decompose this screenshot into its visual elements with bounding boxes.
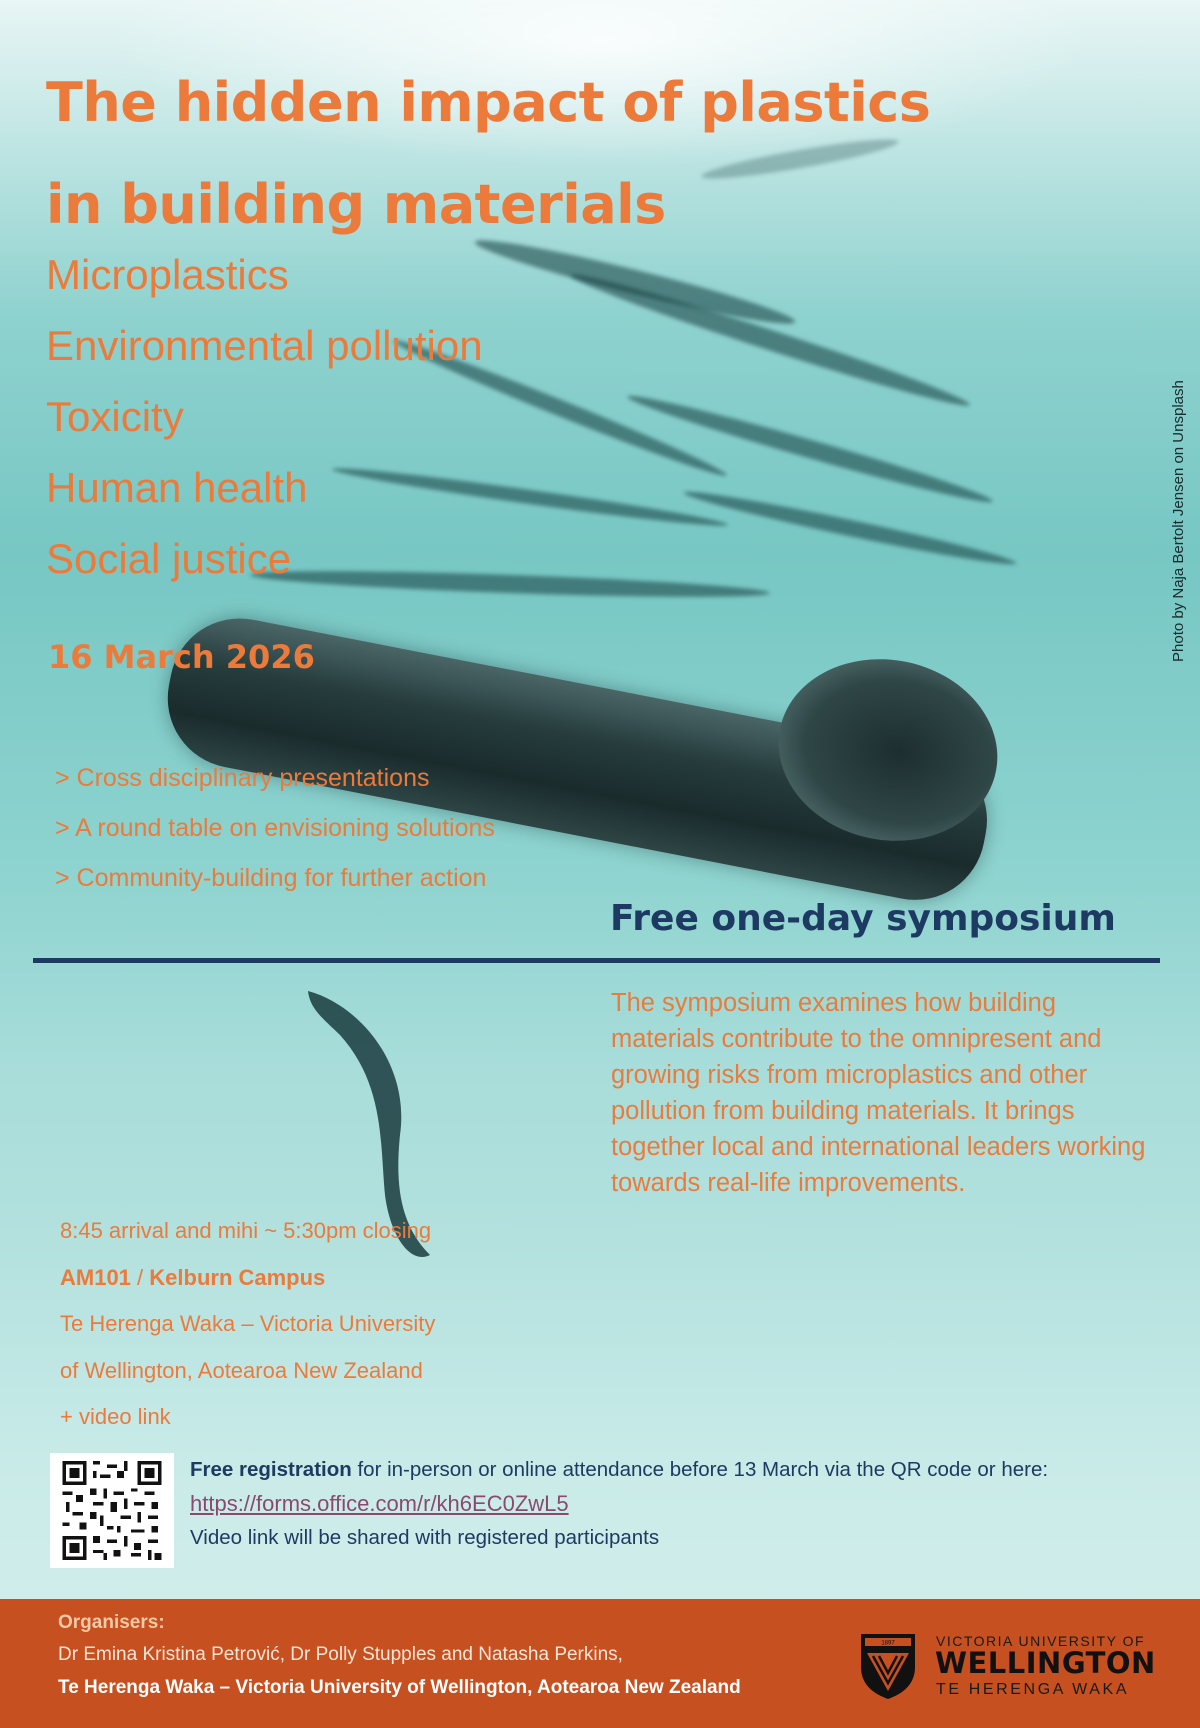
poster-title bbox=[46, 52, 1146, 256]
topic-item: Social justice bbox=[46, 535, 292, 582]
institution-line-1: Te Herenga Waka – Victoria University bbox=[60, 1311, 436, 1336]
feature-item: > Cross disciplinary presentations bbox=[55, 764, 430, 792]
organisers-institution: Te Herenga Waka – Victoria University of Wellington, Aotearoa New Zealand bbox=[58, 1677, 741, 1698]
location-separator: / bbox=[130, 1264, 150, 1290]
university-logo bbox=[858, 1631, 1158, 1701]
video-link-note: + video link bbox=[60, 1404, 171, 1429]
registration-line bbox=[190, 1455, 1170, 1489]
topic-item: Environmental pollution bbox=[46, 322, 483, 369]
photo-credit: Photo by Naja Bertolt Jensen on Unsplash bbox=[1170, 380, 1187, 662]
campus-name: Kelburn Campus bbox=[149, 1264, 326, 1290]
topic-item: Human health bbox=[46, 464, 308, 511]
registration-link[interactable]: https://forms.office.com/r/kh6EC0ZwL5 bbox=[190, 1491, 569, 1516]
qr-code-icon bbox=[58, 1461, 166, 1560]
university-crest-icon bbox=[858, 1631, 918, 1701]
feature-item: > A round table on envisioning solutions bbox=[55, 814, 495, 842]
title-line-2: in building materials bbox=[46, 173, 666, 236]
event-date: 16 March 2026 bbox=[48, 638, 315, 676]
institution-line-2: of Wellington, Aotearoa New Zealand bbox=[60, 1357, 423, 1383]
organisers-label: Organisers: bbox=[58, 1612, 165, 1633]
event-details bbox=[60, 1211, 435, 1444]
video-link-notice: Video link will be shared with registered participants bbox=[190, 1526, 660, 1549]
registration-text: for in-person or online attendance before 13 March via the QR code or here: bbox=[351, 1458, 1049, 1481]
organisers-footer bbox=[0, 1599, 1200, 1728]
title-line-1: The hidden impact of plastics bbox=[46, 71, 931, 134]
registration-qr-code[interactable] bbox=[50, 1453, 174, 1568]
water-ripple bbox=[625, 388, 995, 510]
logo-text-line-3: TE HERENGA WAKA bbox=[936, 1681, 1130, 1698]
water-ripple bbox=[567, 266, 973, 415]
organisers-names: Dr Emina Kristina Petrović, Dr Polly Stupples and Natasha Perkins, bbox=[58, 1644, 623, 1665]
features-list bbox=[55, 758, 495, 908]
logo-text-line-1: VICTORIA UNIVERSITY OF bbox=[936, 1633, 1146, 1649]
crest-year: 1897 bbox=[881, 1640, 895, 1647]
topics-list bbox=[46, 244, 483, 599]
event-time: 8:45 arrival and mihi ~ 5:30pm closing bbox=[60, 1218, 432, 1243]
room-number: AM101 bbox=[60, 1264, 131, 1290]
symposium-description: The symposium examines how building materials contribute to the omnipresent and growing risks from microplastics and other pollution from building materials. It brings together local and international leaders working towards real-life improvements. bbox=[611, 989, 1146, 1197]
registration-label: Free registration bbox=[190, 1458, 352, 1481]
registration-info bbox=[190, 1455, 1170, 1557]
topic-item: Toxicity bbox=[46, 393, 184, 440]
symposium-headline: Free one-day symposium bbox=[610, 898, 1116, 939]
logo-text-line-2: WELLINGTON bbox=[935, 1646, 1156, 1680]
feature-item: > Community-building for further action bbox=[55, 864, 487, 892]
event-location bbox=[60, 1258, 435, 1305]
section-divider bbox=[33, 958, 1160, 963]
registration-link-line bbox=[190, 1489, 1170, 1523]
topic-item: Microplastics bbox=[46, 251, 289, 298]
